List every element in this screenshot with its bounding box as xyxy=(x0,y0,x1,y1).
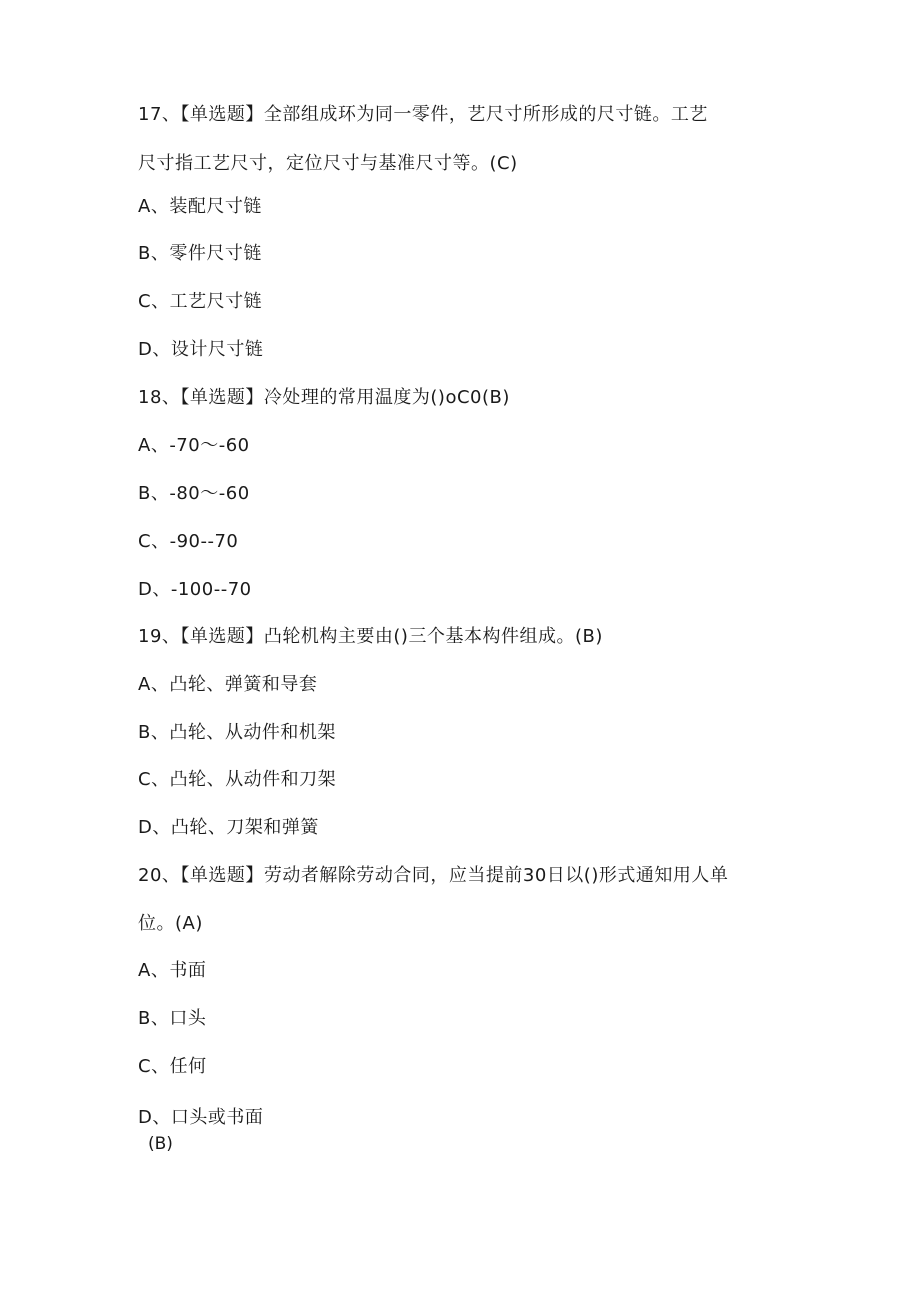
q18-option-a: A、-70〜-60 xyxy=(138,435,250,456)
q19-option-a: A、凸轮、弹簧和导套 xyxy=(138,674,318,695)
q18-stem-line-1: 18、【单选题】冷处理的常用温度为()oC0(B) xyxy=(138,387,510,408)
q19-option-d: D、凸轮、刀架和弹簧 xyxy=(138,817,319,838)
trailing-answer-text: (B) xyxy=(148,1134,173,1154)
q20-stem-line-2: 位。(A) xyxy=(138,913,203,934)
q17-option-b: B、零件尺寸链 xyxy=(138,243,262,264)
q19-option-c: C、凸轮、从动件和刀架 xyxy=(138,769,337,790)
q17-option-c: C、工艺尺寸链 xyxy=(138,291,263,312)
q17-option-d: D、设计尺寸链 xyxy=(138,339,264,360)
q19-option-b: B、凸轮、从动件和机架 xyxy=(138,722,336,743)
q19-stem-line-1: 19、【单选题】凸轮机构主要由()三个基本构件组成。(B) xyxy=(138,626,603,647)
q20-option-a: A、书面 xyxy=(138,960,207,981)
q20-option-d: D、口头或书面 xyxy=(138,1107,264,1128)
q17-option-a: A、装配尺寸链 xyxy=(138,196,262,217)
q20-option-b: B、口头 xyxy=(138,1008,207,1029)
q18-option-d: D、-100--70 xyxy=(138,579,252,600)
q20-option-c: C、任何 xyxy=(138,1056,207,1077)
q17-stem-line-2: 尺寸指工艺尺寸，定位尺寸与基准尺寸等。(C) xyxy=(138,153,518,174)
q17-stem-line-1: 17、【单选题】全部组成环为同一零件，艺尺寸所形成的尺寸链。工艺 xyxy=(138,104,708,125)
q20-stem-line-1: 20、【单选题】劳动者解除劳动合同，应当提前30日以()形式通知用人单 xyxy=(138,865,729,886)
q18-option-b: B、-80〜-60 xyxy=(138,483,250,504)
q18-option-c: C、-90--70 xyxy=(138,531,239,552)
